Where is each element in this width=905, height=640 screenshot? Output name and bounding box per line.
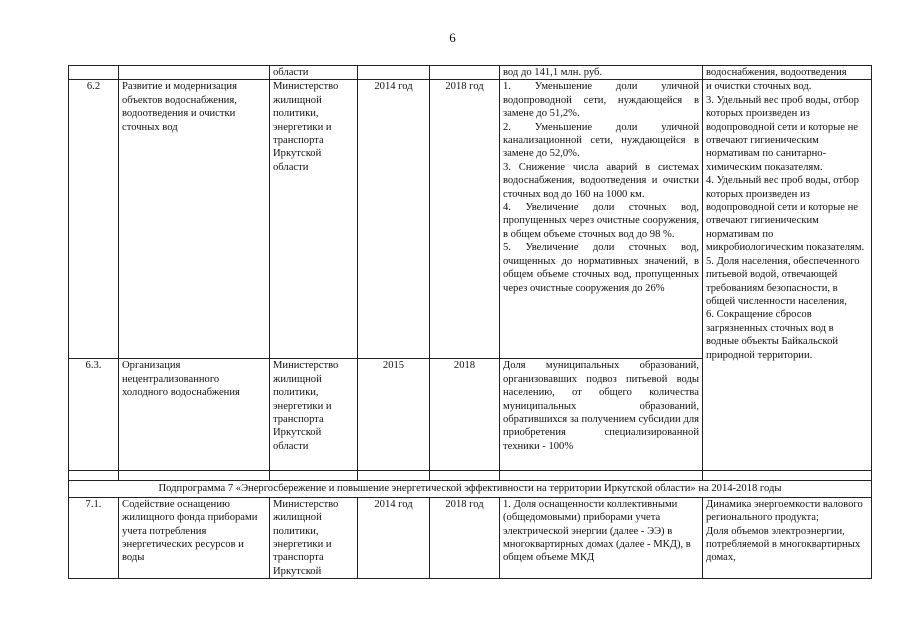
target-cell: Динамика энергоемкости валового регионального продукта; Доля объемов электроэнергии, потребляемой в многоквартирных домах, [703,497,872,578]
target-cell-merged: и очистки сточных вод. 3. Удельный вес проб воды, отбор которых произведен из водопроводной сети и которые не отвечают гигиеническим нормативам по санитарно-химическим показателям. 4. Удельный вес проб воды, отбор которых произведен из водопроводной сети и которые не отвечают гигиеническим нормативам по микробиологическим показателям. 5. Доля населения, обеспеченного питьевой водой, отвечающей требованиям безопасности, в общей численности населения, 6. Сокращение сбросов загрязненных сточных вод в водные объекты Байкальской природной территории. [703,80,872,471]
table-row-empty [69,471,872,481]
measure-name: Содействие оснащению жилищного фонда приборами учета потребления энергетических ресурсов и воды [119,497,270,578]
end-year: 2018 год [430,497,500,578]
table-row-continuation [69,66,872,80]
responsible-cell: Министерство жилищной политики, энергетики и транспорта Иркутской области [270,80,358,359]
responsible-cell: Министерство жилищной политики, энергетики и транспорта Иркутской области [270,359,358,471]
table-row-6-2 [69,80,872,359]
responsible-cell: Министерство жилищной политики, энергетики и транспорта Иркутской [270,497,358,578]
page-number: 6 [449,30,456,45]
indicator-cell: вод до 141,1 млн. руб. [500,66,703,80]
responsible-cell: области [270,66,358,80]
end-year: 2018 [430,359,500,471]
table-row-7-1 [69,497,872,578]
indicator-cell: 1. Уменьшение доли уличной водопроводной сети, нуждающейся в замене до 51,2%. 2. Уменьшение доли уличной канализационной сети, нуждающейся в замене до 52,0%. 3. Снижение числа аварий в системах водоснабжения, водоотведения и очистки сточных вод до 160 на 1000 км. 4. Увеличение доли сточных вод, пропущенных через очистные сооружения, в общем объеме сточных вод до 98 %. 5. Увеличение доли сточных вод, очищенных до нормативных значений, в общем объеме сточных вод, пропущенных через очистные сооружения до 26% [500,80,703,359]
measure-name: Организация нецентрализованного холодного водоснабжения [119,359,270,471]
row-number: 6.3. [69,359,119,471]
start-year: 2014 год [358,80,430,359]
subprogram-title: Подпрограмма 7 «Энергосбережение и повышение энергетической эффективности на территории Иркутской области» на 2014-2018 годы [69,481,872,497]
start-year: 2014 год [358,497,430,578]
program-table [68,65,872,579]
indicator-cell: Доля муниципальных образований, организовавших подвоз питьевой воды населению, от общего количества муниципальных образований, обратившихся за получением субсидии для приобретения специализированной техники - 100% [500,359,703,471]
measure-name: Развитие и модернизация объектов водоснабжения, водоотведения и очистки сточных вод [119,80,270,359]
end-year: 2018 год [430,80,500,359]
indicator-cell: 1. Доля оснащенности коллективными (общедомовыми) приборами учета электрической энергии (далее - ЭЭ) в многоквартирных домах (далее - МКД), в общем объеме МКД [500,497,703,578]
start-year: 2015 [358,359,430,471]
row-number: 6.2 [69,80,119,359]
row-number: 7.1. [69,497,119,578]
target-cell: водоснабжения, водоотведения [703,66,872,80]
table-row-subprogram [69,481,872,497]
